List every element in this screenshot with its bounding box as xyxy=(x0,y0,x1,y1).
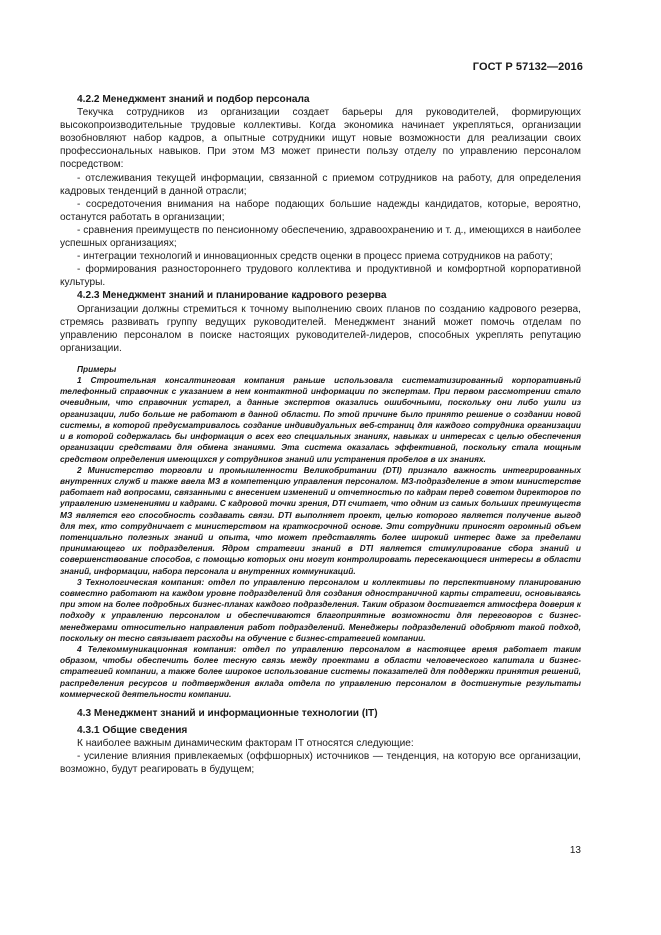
list-item: - отслеживания текущей информации, связанной с приемом сотрудников на работу, для определения кадровых тенденций в данной отрасли; xyxy=(60,172,581,197)
standard-code: ГОСТ Р 57132—2016 xyxy=(472,61,583,73)
example-item: 1 Строительная консалтинговая компания раньше использовала систематизированный корпоративный телефонный справочник с указанием в нем контактной информации по экспертам. При первом рассмотрении стало очевидным, что справочник устарел, а данные экспертов оказались ошибочными, поскольку они либо ушли из организации, либо больше не работают в данной области. По этой причине было принято решение о создании новой системы, в которой предусматривалось создание индивидуальных веб-страниц для каждого сотрудника организации и в которой содержалась бы информация о всех его специальных знаниях, навыках и интересах с целью обеспечения организации средствами для обмена знаниями. Эта система оказалась эффективной, поскольку стала мощным средством определения имеющихся у сотрудников знаний или устранения пробелов в их знаниях. xyxy=(60,375,581,464)
list-item: - формирования разностороннего трудового коллектива и продуктивной и комфортной корпоративной культуры. xyxy=(60,264,581,289)
list-item: - усиление влияния привлекаемых (оффшорных) источников — тенденция, на которую все организации, возможно, будут реагировать в будущем; xyxy=(60,751,581,776)
list-item: - сравнения преимуществ по пенсионному обеспечению, здравоохранению и т. д., имеющихся в наиболее успешных организациях; xyxy=(60,224,581,250)
paragraph-4-2-3: Организации должны стремиться к точному выполнению своих планов по созданию кадрового резерва, стремясь развивать группу ведущих руководителей. Менеджмент знаний может помочь отделам по управлению персоналом в поиске настоящих руководителей-лидеров, способных укреплять репутацию организации. xyxy=(60,303,581,354)
spacer xyxy=(60,700,581,707)
page-number: 13 xyxy=(569,845,581,856)
section-heading-4-3: 4.3 Менеджмент знаний и информационные технологии (IT) xyxy=(77,707,378,719)
examples-block xyxy=(60,364,581,700)
list-item: - сосредоточения внимания на наборе подающих большие надежды кандидатов, которые, вероятно, останутся работать в организации; xyxy=(60,198,581,223)
list-item: - интеграции технологий и инновационных средств оценки в процесс приема сотрудников на работу; xyxy=(77,251,553,263)
example-item: 4 Телекоммуникационная компания: отдел по управлению персоналом в настоящее время работает таким образом, чтобы обеспечить более тесную связь между проектами в области человеческого капитала и бизнес-стратегией компании, а также более широкое использование системы показателей для поддержки принятия решений, распределения ресурсов и подтверждения вклада отдела по управлению персоналом в достигнутые результаты коммерческой деятельности компании. xyxy=(60,643,581,699)
paragraph-intro-4-3-1: К наиболее важным динамическим факторам IT относятся следующие: xyxy=(77,738,414,750)
example-item: 2 Министерство торговли и промышленности Великобритании (DTI) признало важность интегрированных внутренних служб и также ввела МЗ в компетенцию управления персоналом. МЗ-подразделение в этом министерстве работает над вопросами, связанными с внесением изменений и отчетностью по кадрам перед советом директоров по управлению изменениями и кадрами. С кадровой точки зрения, DTI считает, что одним из самых больших преимуществ МЗ является его способность создавать связи. DTI выполняет проект, целью которого является получение выгод для тех, кто сотрудничает с министерством на краткосрочной основе. Эти сотрудники приносят огромный объем потенциально полезных знаний и опыта, что может представлять более широкий интерес даже за пределами принимающего их подразделения. Ядром стратегии знаний в DTI является стимулирование сбора знаний и совершенствование способов, с помощью которых они могут контролировать пересекающиеся интересы в области знаний, информации, набора персонала и внутренних коммуникаций. xyxy=(60,464,581,576)
section-heading-4-2-2: 4.2.2 Менеджмент знаний и подбор персонала xyxy=(77,94,310,105)
paragraph-intro-4-2-2: Текучка сотрудников из организации создает барьеры для руководителей, формирующих высокопроизводительные трудовые коллективы. Когда экономика начинает укрепляться, организации возобновляют набор кадров, а опытные сотрудники ищут новые возможности для реализации своих профессиональных навыков. При этом МЗ может принести пользу отделу по управлению персоналом посредством: xyxy=(60,107,581,171)
section-heading-4-3-1: 4.3.1 Общие сведения xyxy=(77,725,188,737)
section-heading-4-2-3: 4.2.3 Менеджмент знаний и планирование кадрового резерва xyxy=(77,290,387,302)
examples-title: Примеры xyxy=(77,363,117,374)
example-item: 3 Технологическая компания: отдел по управлению персоналом и коллективы по перспективному планированию совместно работают на каждом уровне подразделений для создания одностраничной карты стратегии, основываясь при этом на более подробных бизнес-планах каждого подразделения. Таким образом достигается атмосфера доверия к подходу к управлению персоналом и обеспечиваются благоприятные возможности для переговоров с бизнес-менеджерами относительно направления работ подразделений. Менеджеры подразделений одобряют такой подход, поскольку он тесно связывает расходы на обучение с бизнес-стратегией компании. xyxy=(60,576,581,643)
page-content xyxy=(60,93,581,776)
